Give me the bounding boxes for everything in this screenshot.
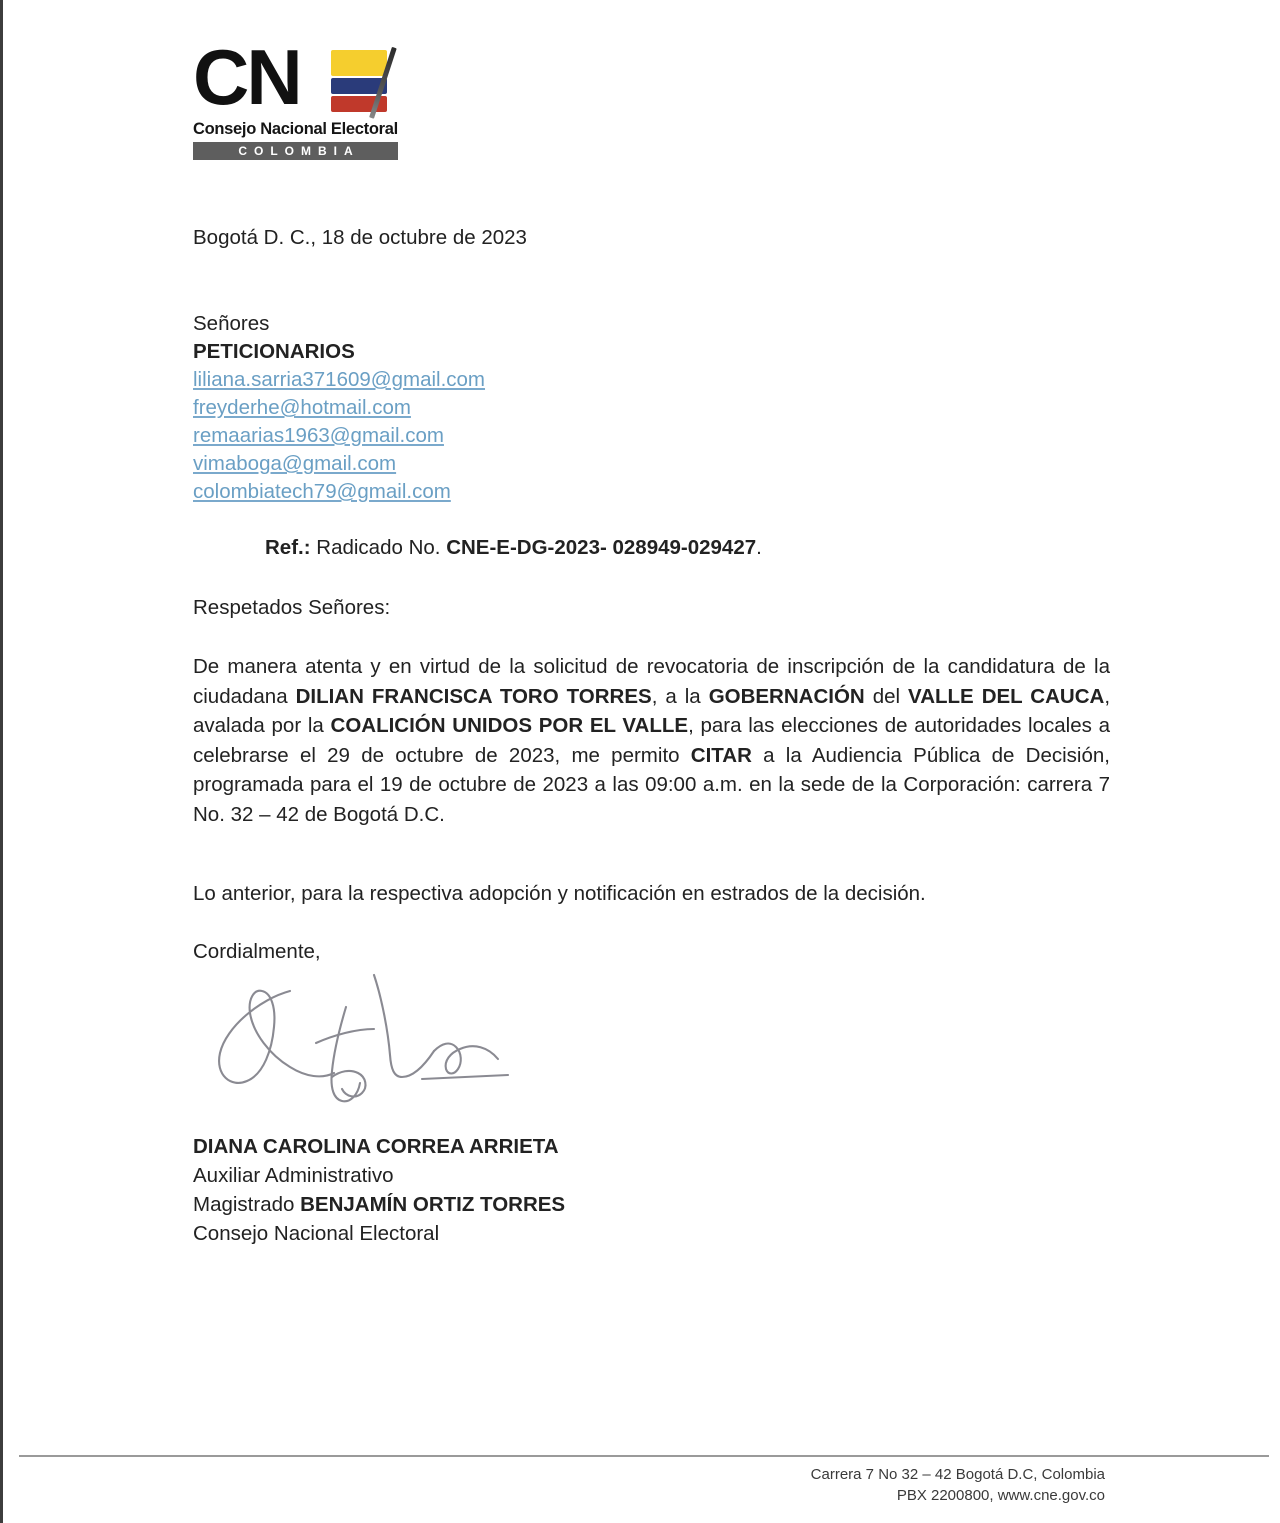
footer-divider xyxy=(19,1455,1269,1457)
signer-entity: Consejo Nacional Electoral xyxy=(193,1222,440,1245)
paragraph-notification: Lo anterior, para la respectiva adopción y notificación en estrados de la decisión. xyxy=(193,882,926,905)
flag-stripe-yellow xyxy=(331,50,387,76)
reference-period: . xyxy=(756,536,762,559)
department-name: VALLE DEL CAUCA xyxy=(908,684,1105,708)
addressee-email-4[interactable]: vimaboga@gmail.com xyxy=(193,452,397,475)
addressee-email-2[interactable]: freyderhe@hotmail.com xyxy=(193,396,411,419)
signer-name: DIANA CAROLINA CORREA ARRIETA xyxy=(193,1135,559,1158)
logo-subtitle: Consejo Nacional Electoral xyxy=(193,120,398,138)
signer-block xyxy=(193,1132,565,1248)
para1-seg3: del xyxy=(864,684,909,708)
reference-text: Radicado No. xyxy=(316,536,441,559)
letter-date: Bogotá D. C., 18 de octubre de 2023 xyxy=(193,226,527,249)
magistrate-line xyxy=(193,1190,565,1219)
magistrate-label: Magistrado xyxy=(193,1193,301,1216)
signer-role: Auxiliar Administrativo xyxy=(193,1164,394,1187)
coalition-name: COALICIÓN UNIDOS POR EL VALLE xyxy=(330,714,689,737)
para1-seg2: , a la xyxy=(651,684,709,708)
office-name: GOBERNACIÓN xyxy=(708,684,865,708)
handwritten-signature xyxy=(198,955,528,1110)
salutation: Respetados Señores: xyxy=(193,596,391,619)
closing-salutation: Cordialmente, xyxy=(193,940,321,963)
candidate-name: DILIAN FRANCISCA TORO TORRES xyxy=(295,684,652,708)
reference-number: CNE-E-DG-2023- 028949-029427 xyxy=(446,536,757,559)
paragraph-citation xyxy=(193,652,1110,829)
addressee-title: PETICIONARIOS xyxy=(193,340,355,363)
reference-label: Ref.: xyxy=(265,536,311,559)
addressee-greeting: Señores xyxy=(193,312,270,335)
para1-seg5: , para las elecciones de autoridades locales a celebrarse el 29 de octubre de 2023, me permito xyxy=(193,714,1110,767)
footer-line-1: Carrera 7 No 32 – 42 Bogotá D.C, Colombia xyxy=(810,1466,1105,1483)
logo-country-bar: COLOMBIA xyxy=(193,142,398,160)
logo-cn-text: CN xyxy=(193,33,300,121)
reference-line xyxy=(265,534,762,562)
addressee-email-5[interactable]: colombiatech79@gmail.com xyxy=(193,480,451,503)
para1-seg1: De manera atenta y en virtud de la solicitud de revocatoria de inscripción de la candidatura de la ciudadana xyxy=(193,655,1110,708)
cne-logo xyxy=(193,33,405,160)
magistrate-name: BENJAMÍN ORTIZ TORRES xyxy=(300,1193,566,1216)
para1-seg6: a la Audiencia Pública de Decisión, programada para el 19 de octubre de 2023 a las 09:00 a.m. en la sede de la Corporación: carrera 7 No. 32 – 42 de Bogotá D.C. xyxy=(193,743,1110,826)
addressee-email-1[interactable]: liliana.sarria371609@gmail.com xyxy=(193,368,486,391)
logo-wordmark-row xyxy=(193,33,405,121)
footer-address xyxy=(811,1464,1105,1506)
footer-line-2: PBX 2200800, www.cne.gov.co xyxy=(896,1487,1105,1504)
citar-keyword: CITAR xyxy=(690,743,752,767)
addressee-block xyxy=(193,310,485,506)
addressee-email-3[interactable]: remaarias1963@gmail.com xyxy=(193,424,444,447)
para1-seg4: , avalada por la xyxy=(193,684,1111,737)
